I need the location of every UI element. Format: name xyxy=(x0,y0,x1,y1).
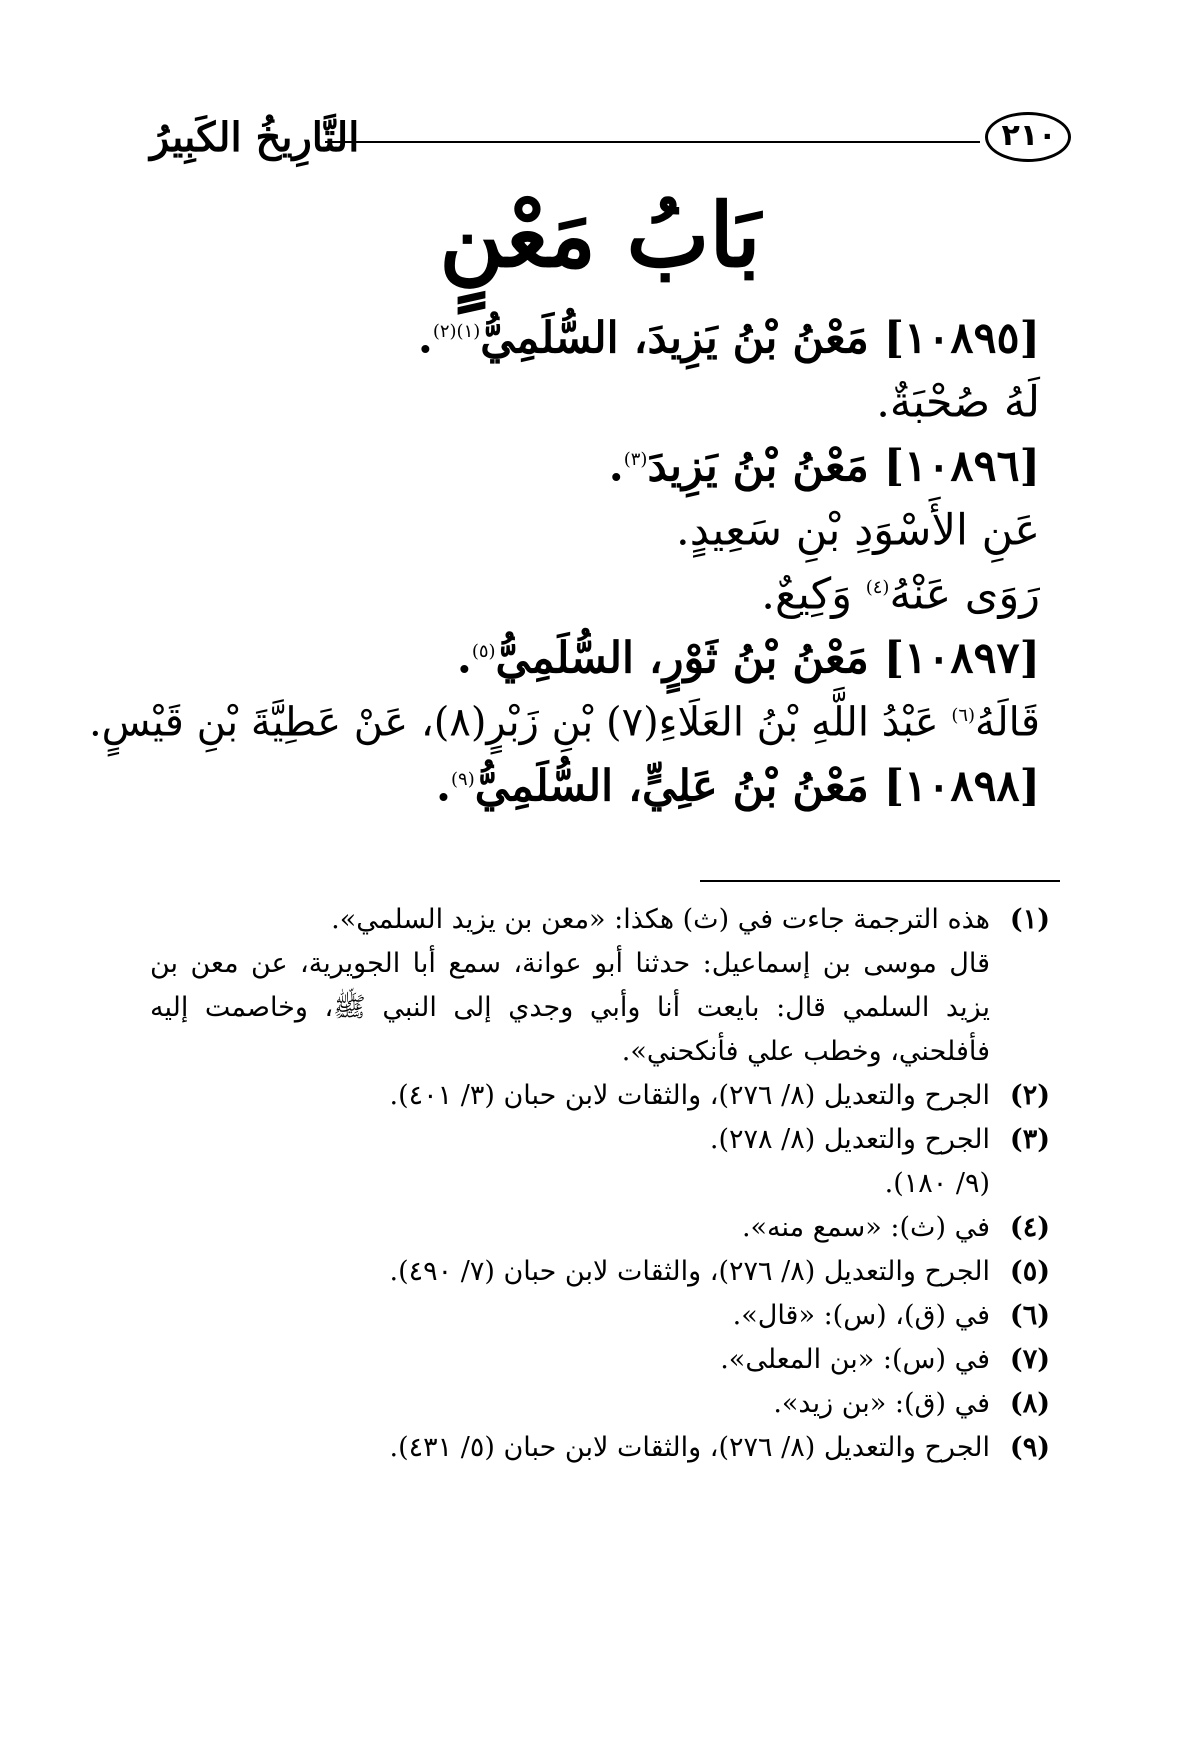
entries-list xyxy=(88,300,1040,812)
entry-line xyxy=(160,620,1040,684)
entry-text: لَهُ صُحْبَةٌ. xyxy=(876,377,1040,428)
footnote-item xyxy=(150,1074,1050,1118)
footnote-item xyxy=(150,1382,1050,1426)
chapter-heading: بَابُ مَعْنٍ xyxy=(439,183,761,287)
footnote-number: (٢) xyxy=(1009,1080,1050,1111)
footnote-text xyxy=(150,898,990,1074)
footnote-text: في (ق)، (س): «قال». xyxy=(732,1300,990,1331)
footnote-text: الجرح والتعديل (٨/ ٢٧٦)، والثقات لابن حبان (٥/ ٤٣١). xyxy=(389,1432,990,1463)
entry-text: عَنِ الأَسْوَدِ بْنِ سَعِيدٍ. xyxy=(676,505,1040,556)
footnote-item xyxy=(150,1426,1050,1470)
footnote-ref: (٣) xyxy=(623,449,648,470)
entry-text: [١٠٨٩٨] مَعْنُ بْنُ عَلِيٍّ، السُّلَمِيُّ xyxy=(474,761,1040,812)
entry-tail: . xyxy=(456,633,472,684)
footnote-line: هذه الترجمة جاءت في (ث) هكذا: «معن بن يزيد السلمي». xyxy=(331,904,990,935)
book-title: التَّارِيخُ الكَبِيرُ xyxy=(150,114,360,161)
footnote-ref: (٩) xyxy=(451,769,475,790)
entry-line xyxy=(160,492,1040,556)
page-number-badge xyxy=(983,108,1075,170)
footnote-text: في (س): «بن المعلى». xyxy=(720,1344,990,1375)
header-rule xyxy=(325,141,980,143)
footnote-text: الجرح والتعديل (٨/ ٢٧٦)، والثقات لابن حبان (٣/ ٤٠١). xyxy=(389,1080,990,1111)
entry-tail: . xyxy=(608,441,624,492)
footnote-number: (٨) xyxy=(1009,1388,1050,1419)
entry-tail: . xyxy=(417,313,433,364)
entry-tail: عَبْدُ اللَّهِ بْنُ العَلَاءِ(٧) بْنِ زَبْرٍ(٨)، عَنْ عَطِيَّةَ بْنِ قَيْسٍ. xyxy=(88,699,952,746)
footnote-continuation: (٩/ ١٨٠). xyxy=(884,1168,990,1199)
footnote-text: في (ث): «سمع منه». xyxy=(741,1212,990,1243)
footnotes-list xyxy=(150,898,1050,1470)
entry-tail: وَكِيعٌ. xyxy=(761,569,866,620)
footnote-number: (٣) xyxy=(1009,1124,1050,1155)
entry-text: [١٠٨٩٧] مَعْنُ بْنُ ثَوْرٍ، السُّلَمِيُّ xyxy=(495,633,1040,684)
entry-line xyxy=(160,428,1040,492)
footnote-item xyxy=(150,1250,1050,1294)
footnote-text: الجرح والتعديل (٨/ ٢٧٦)، والثقات لابن حبان (٧/ ٤٩٠). xyxy=(389,1256,990,1287)
entry-line xyxy=(160,748,1040,812)
entry-line xyxy=(88,684,1040,748)
footnote-number: (٤) xyxy=(1009,1212,1050,1243)
footnote-ref: (٥) xyxy=(471,641,496,662)
footnote-text: في (ق): «بن زيد». xyxy=(773,1388,990,1419)
page-header xyxy=(150,108,1075,178)
footnote-ref: (٦) xyxy=(951,705,976,726)
footnote-number: (٦) xyxy=(1009,1300,1050,1331)
entry-text: قَالَهُ xyxy=(975,699,1040,746)
footnote-item xyxy=(150,1206,1050,1250)
footnote-ref: (١)(٢) xyxy=(432,321,481,342)
entry-text: [١٠٨٩٦] مَعْنُ بْنُ يَزِيدَ xyxy=(647,441,1040,492)
page-number: ٢١٠ xyxy=(1001,118,1057,153)
entry-text: رَوَى عَنْهُ xyxy=(889,569,1040,620)
footnote-number: (٧) xyxy=(1009,1344,1050,1375)
footnote-separator xyxy=(700,880,1060,882)
footnote-item xyxy=(150,1294,1050,1338)
footnote-text: الجرح والتعديل (٨/ ٢٧٨). xyxy=(709,1124,990,1155)
entry-line xyxy=(160,300,1040,364)
footnote-ref: (٤) xyxy=(865,577,890,598)
footnote-item xyxy=(150,898,1050,1074)
footnote-number: (١) xyxy=(1009,904,1050,935)
entry-tail: . xyxy=(436,761,452,812)
entry-text: [١٠٨٩٥] مَعْنُ بْنُ يَزِيدَ، السُّلَمِيُّ xyxy=(480,313,1040,364)
entry-line xyxy=(160,556,1040,620)
footnote-item xyxy=(150,1338,1050,1382)
footnote-number: (٥) xyxy=(1009,1256,1050,1287)
footnote-item xyxy=(150,1118,1050,1162)
footnote-line: قال موسى بن إسماعيل: حدثنا أبو عوانة، سمع أبا الجويرية، عن معن بن يزيد السلمي قال: بايعت أنا وأبي وجدي إلى النبي ﷺ، وخاصمت إليه فأفلحني، وخطب علي فأنكحني». xyxy=(150,948,990,1067)
entry-line xyxy=(160,364,1040,428)
footnote-number: (٩) xyxy=(1009,1432,1050,1463)
